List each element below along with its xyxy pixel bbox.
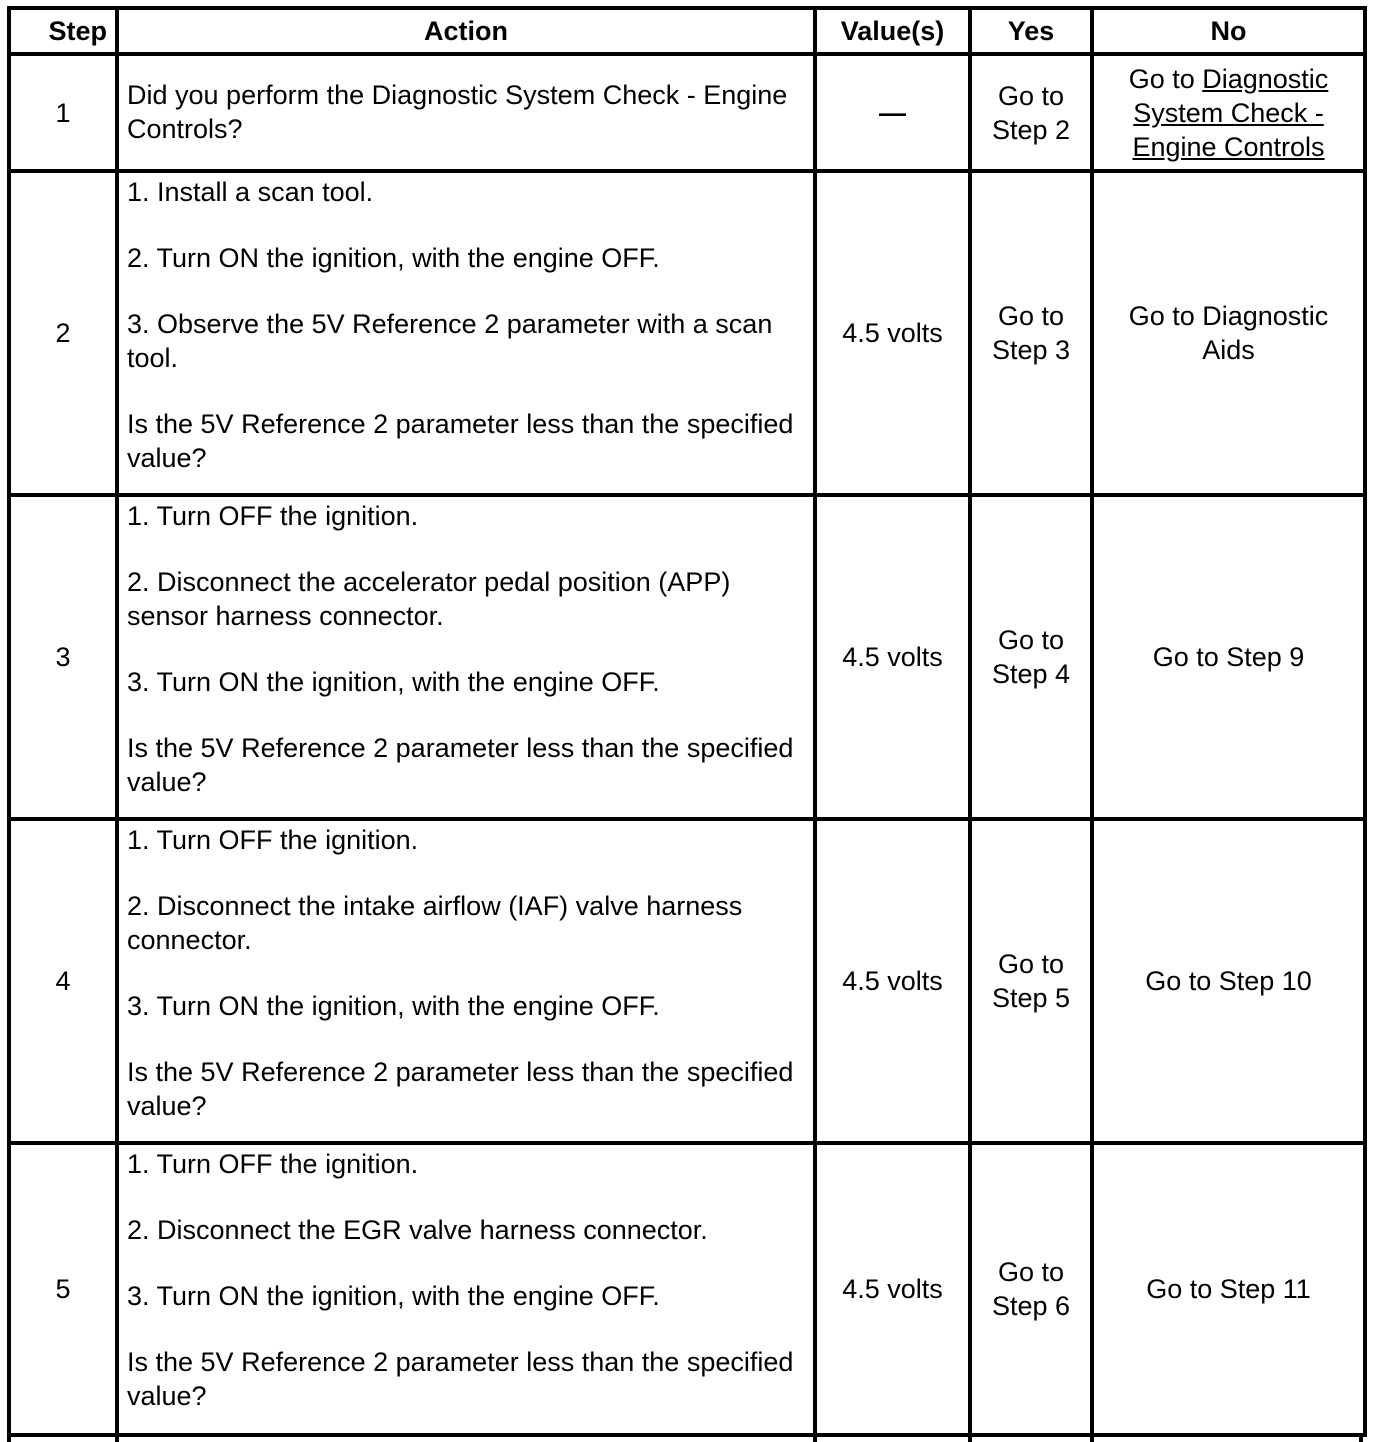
action-text: 2. Turn ON the ignition, with the engine OFF. [127,243,660,273]
table-row [9,819,1365,1143]
action-cell [117,819,815,1143]
table-row [9,54,1365,171]
table-continuation [7,1433,1363,1442]
header-action: Action [117,8,815,54]
yes-text: Go to Step 5 [991,949,1071,1013]
action-text: 2. Disconnect the intake airflow (IAF) valve harness connector. [127,891,743,955]
value-cell: 4.5 volts [815,495,970,819]
header-row [9,8,1365,54]
value-cell: — [815,54,970,171]
action-text: 3. Turn ON the ignition, with the engine OFF. [127,991,660,1021]
table-row [9,1143,1365,1435]
continuation-line [813,1433,817,1442]
step-number: 5 [9,1143,117,1435]
step-number: 2 [9,171,117,495]
no-cell: Go to Step 11 [1092,1143,1365,1435]
no-prefix: Go to [1128,63,1203,94]
action-cell [117,171,815,495]
no-text: Go to Diagnostic Aids [1128,301,1329,365]
no-cell [1092,171,1365,495]
action-text: 3. Turn ON the ignition, with the engine OFF. [127,667,660,697]
no-cell: Go to Step 9 [1092,495,1365,819]
diagnostic-table [7,6,1367,1437]
header-yes: Yes [970,8,1092,54]
action-text: 1. Turn OFF the ignition. [127,1149,419,1179]
action-text: 2. Disconnect the EGR valve harness connector. [127,1215,708,1245]
value-cell: 4.5 volts [815,819,970,1143]
yes-cell [970,54,1092,171]
continuation-line [1359,1433,1363,1442]
action-text: 1. Turn OFF the ignition. [127,825,419,855]
action-text: 3. Observe the 5V Reference 2 parameter with a scan tool. [127,309,773,373]
yes-cell [970,1143,1092,1435]
yes-text: Go to Step 4 [991,625,1071,689]
value-cell: 4.5 volts [815,171,970,495]
no-cell [1092,54,1365,171]
step-number: 4 [9,819,117,1143]
header-step: Step [9,8,117,54]
continuation-line [968,1433,972,1442]
value-cell: 4.5 volts [815,1143,970,1435]
yes-cell [970,819,1092,1143]
header-values: Value(s) [815,8,970,54]
continuation-line [1090,1433,1094,1442]
action-cell [117,495,815,819]
yes-text: Go to Step 2 [991,80,1071,145]
header-no: No [1092,8,1365,54]
action-text: Did you perform the Diagnostic System Check - Engine Controls? [127,79,788,144]
yes-text: Go to Step 3 [991,301,1071,365]
action-text: 1. Install a scan tool. [127,177,374,207]
action-text: 1. Turn OFF the ignition. [127,501,419,531]
action-cell [117,54,815,171]
table-row [9,495,1365,819]
continuation-line [7,1433,11,1442]
action-cell [117,1143,815,1435]
table-row [9,171,1365,495]
action-text: Is the 5V Reference 2 parameter less than the specified value? [127,1057,794,1121]
diagnostic-system-check-link[interactable]: Diagnostic System Check - Engine Controls [1132,63,1329,162]
yes-cell [970,495,1092,819]
action-text: Is the 5V Reference 2 parameter less than the specified value? [127,1347,794,1411]
continuation-line [115,1433,119,1442]
step-number: 1 [9,54,117,171]
step-number: 3 [9,495,117,819]
action-text: 2. Disconnect the accelerator pedal position (APP) sensor harness connector. [127,567,731,631]
action-text: 3. Turn ON the ignition, with the engine OFF. [127,1281,660,1311]
yes-cell [970,171,1092,495]
no-cell: Go to Step 10 [1092,819,1365,1143]
action-text: Is the 5V Reference 2 parameter less than the specified value? [127,409,794,473]
yes-text: Go to Step 6 [991,1257,1071,1321]
action-text: Is the 5V Reference 2 parameter less than the specified value? [127,733,794,797]
